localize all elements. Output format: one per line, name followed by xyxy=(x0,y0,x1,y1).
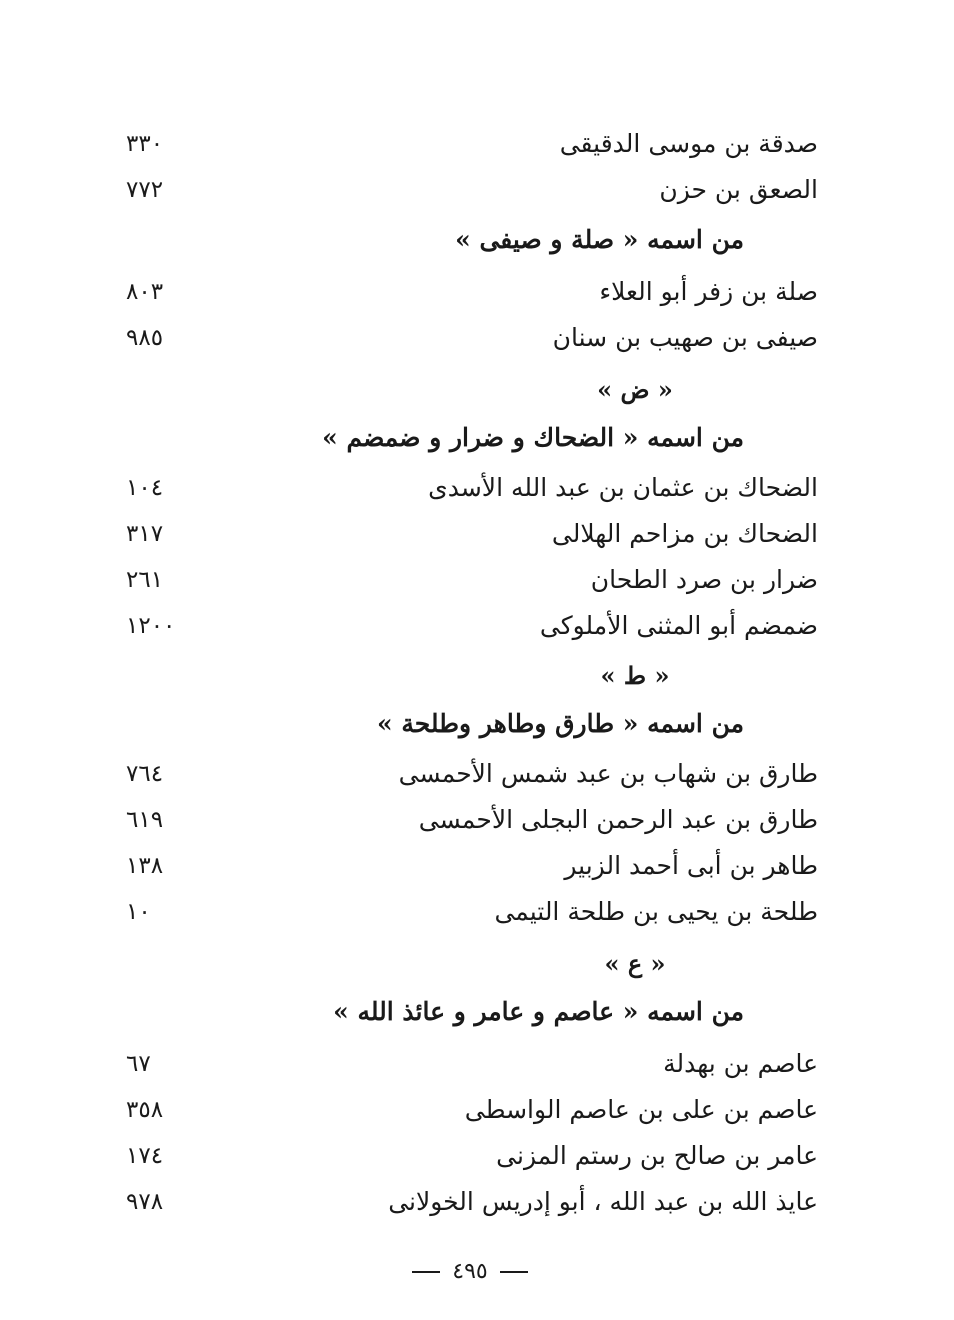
section-heading xyxy=(0,702,954,746)
index-entry xyxy=(0,316,954,360)
index-entry xyxy=(0,168,954,212)
index-entry xyxy=(0,122,954,166)
entry-name: عاصم بن على بن عاصم الواسطى xyxy=(464,1095,818,1124)
folio-dash-left xyxy=(412,1271,440,1273)
letter-heading xyxy=(0,942,954,986)
entry-page-number: ٦٧ xyxy=(126,1051,151,1077)
entry-page-number: ١٣٨ xyxy=(126,853,164,879)
section-heading-text: من اسمه « عاصم و عامر و عائذ الله » xyxy=(333,997,744,1026)
entry-name: صيفى بن صهيب بن سنان xyxy=(552,323,818,352)
letter-heading-text: « ض » xyxy=(597,375,673,404)
index-entry xyxy=(0,1134,954,1178)
section-heading-text: من اسمه « الضحاك و ضرار و ضمضم » xyxy=(322,423,744,452)
index-entry xyxy=(0,466,954,510)
entry-name: الضحاك بن مزاحم الهلالى xyxy=(551,519,818,548)
letter-heading-text: « ط » xyxy=(600,661,670,690)
entry-name: طاهر بن أبى أحمد الزبير xyxy=(564,851,818,880)
entry-page-number: ٣١٧ xyxy=(126,521,164,547)
entry-name: صدقة بن موسى الدقيقى xyxy=(559,129,818,158)
section-heading xyxy=(0,416,954,460)
entry-page-number: ٧٦٤ xyxy=(126,761,164,787)
entry-name: الضحاك بن عثمان بن عبد الله الأسدى xyxy=(428,473,818,502)
entry-page-number: ٣٥٨ xyxy=(126,1097,164,1123)
entry-name: عامر بن صالح بن رستم المزنى xyxy=(496,1141,818,1170)
index-entry xyxy=(0,604,954,648)
folio-number: ٤٩٥ xyxy=(452,1259,488,1284)
index-entry xyxy=(0,270,954,314)
index-entry xyxy=(0,558,954,602)
section-heading-text: من اسمه « طارق وطاهر وطلحة » xyxy=(377,709,744,738)
page-folio xyxy=(0,1252,940,1292)
index-entry xyxy=(0,890,954,934)
section-heading xyxy=(0,218,954,262)
entry-name: طارق بن عبد الرحمن البجلى الأحمسى xyxy=(418,805,818,834)
entry-page-number: ٨٠٣ xyxy=(126,279,164,305)
entry-name: عاصم بن بهدلة xyxy=(663,1049,818,1078)
entry-page-number: ١٧٤ xyxy=(126,1143,164,1169)
index-entry xyxy=(0,752,954,796)
entry-name: ضمضم أبو المثنى الأملوكى xyxy=(539,611,818,640)
entry-page-number: ١٠ xyxy=(126,899,151,925)
folio-dash-right xyxy=(500,1271,528,1273)
entry-name: عايذ الله بن عبد الله ، أبو إدريس الخولانى xyxy=(388,1187,818,1216)
section-heading xyxy=(0,990,954,1034)
section-heading-text: من اسمه « صلة و صيفى » xyxy=(455,225,744,254)
entry-page-number: ١٢٠٠ xyxy=(126,613,176,639)
letter-heading xyxy=(0,368,954,412)
index-entry xyxy=(0,512,954,556)
index-entry xyxy=(0,844,954,888)
entry-name: الصعق بن حزن xyxy=(659,175,818,204)
letter-heading xyxy=(0,654,954,698)
index-entry xyxy=(0,1042,954,1086)
entry-name: صلة بن زفر أبو العلاء xyxy=(599,277,818,306)
entry-page-number: ٩٧٨ xyxy=(126,1189,164,1215)
index-entry xyxy=(0,798,954,842)
entry-page-number: ٧٧٢ xyxy=(126,177,164,203)
index-entry xyxy=(0,1088,954,1132)
letter-heading-text: « ع » xyxy=(604,949,666,978)
entry-name: ضرار بن صرد الطحان xyxy=(590,565,818,594)
index-entry xyxy=(0,1180,954,1224)
entry-page-number: ٦١٩ xyxy=(126,807,164,833)
entry-page-number: ٩٨٥ xyxy=(126,325,164,351)
entry-page-number: ١٠٤ xyxy=(126,475,164,501)
entry-name: طارق بن شهاب بن عبد شمس الأحمسى xyxy=(398,759,818,788)
entry-page-number: ٢٦١ xyxy=(126,567,164,593)
entry-name: طلحة بن يحيى بن طلحة التيمى xyxy=(494,897,818,926)
entry-page-number: ٣٣٠ xyxy=(126,131,164,157)
